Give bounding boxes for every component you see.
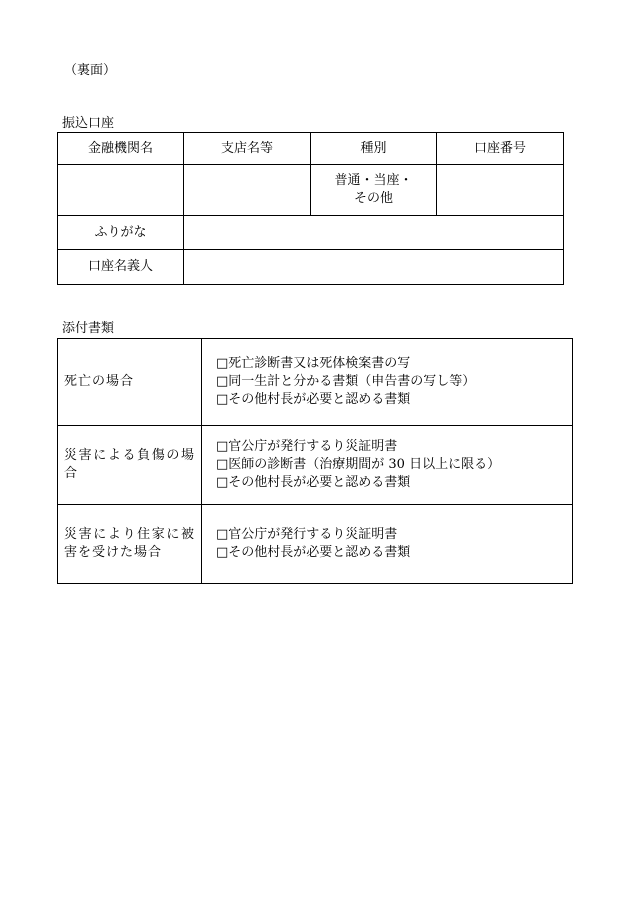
- document-item[interactable]: □死亡診断書又は死体検案書の写: [216, 356, 411, 371]
- bank-name-field[interactable]: [58, 165, 184, 216]
- document-item[interactable]: □その他村長が必要と認める書類: [216, 392, 411, 407]
- header-account-number: 口座番号: [437, 133, 564, 165]
- case-label-death: [58, 339, 202, 426]
- document-item[interactable]: □その他村長が必要と認める書類: [216, 475, 411, 490]
- attachments-table: [57, 338, 573, 584]
- document-item[interactable]: □医師の診断書（治療期間が 30 日以上に限る）: [216, 457, 501, 472]
- document-item[interactable]: □同一生計と分かる書類（申告書の写し等）: [216, 374, 476, 389]
- document-list-injury: [202, 426, 573, 505]
- furigana-label: ふりがな: [58, 216, 184, 250]
- attachment-row-death: [58, 339, 573, 426]
- case-text-death: 死亡の場合: [64, 374, 135, 389]
- attachments-section-title: 添付書類: [62, 321, 115, 336]
- furigana-field[interactable]: [184, 216, 564, 250]
- case-label-injury: [58, 426, 202, 505]
- document-item[interactable]: □官公庁が発行するり災証明書: [216, 527, 398, 542]
- document-item[interactable]: □官公庁が発行するり災証明書: [216, 439, 398, 454]
- account-type-field[interactable]: [311, 165, 437, 216]
- header-bank-name: 金融機関名: [58, 133, 184, 165]
- bank-value-row: [58, 165, 564, 216]
- header-branch-name: 支店名等: [184, 133, 311, 165]
- account-holder-row: [58, 250, 564, 285]
- account-holder-label: 口座名義人: [58, 250, 184, 285]
- attachment-row-house-damage: [58, 505, 573, 584]
- case-text-house-damage: 災害により住家に被害を受けた場合: [64, 527, 195, 560]
- bank-header-row: [58, 133, 564, 165]
- document-list-house-damage: [202, 505, 573, 584]
- page-heading: （裏面）: [64, 63, 117, 78]
- branch-name-field[interactable]: [184, 165, 311, 216]
- account-number-field[interactable]: [437, 165, 564, 216]
- furigana-row: [58, 216, 564, 250]
- bank-account-table: [57, 132, 564, 285]
- bank-account-section-title: 振込口座: [62, 116, 115, 131]
- header-account-type: 種別: [311, 133, 437, 165]
- account-type-options-line2: その他: [353, 191, 393, 206]
- account-type-options-line1: 普通・当座・: [334, 173, 413, 188]
- attachment-row-injury: [58, 426, 573, 505]
- document-item[interactable]: □その他村長が必要と認める書類: [216, 545, 411, 560]
- case-text-injury: 災害による負傷の場合: [64, 448, 195, 481]
- document-list-death: [202, 339, 573, 426]
- case-label-house-damage: [58, 505, 202, 584]
- account-holder-field[interactable]: [184, 250, 564, 285]
